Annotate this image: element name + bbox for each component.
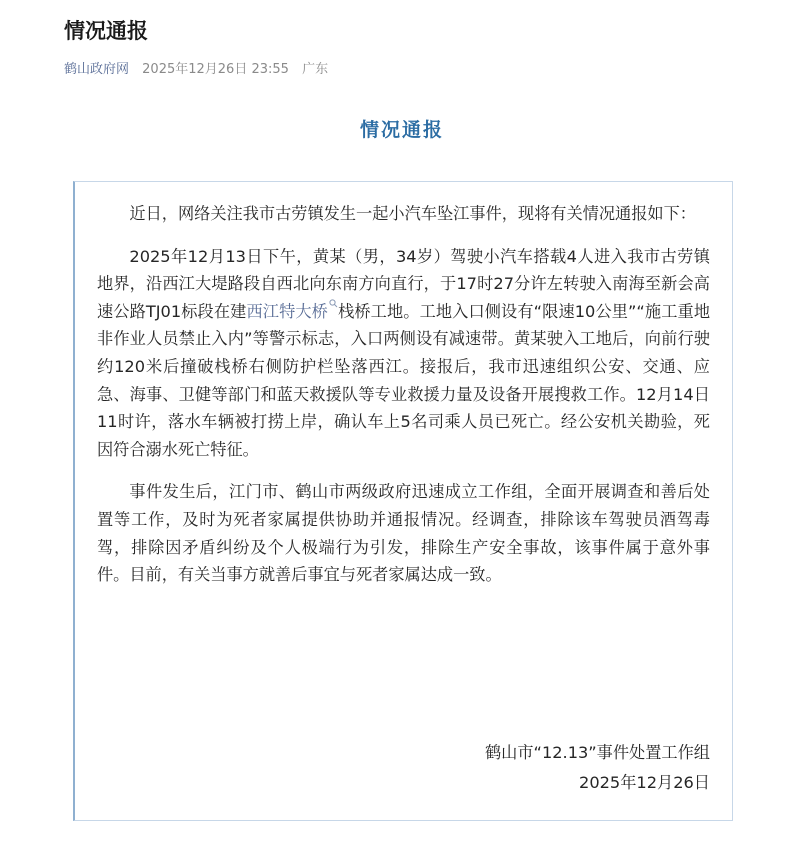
- bridge-search-link[interactable]: [246, 302, 338, 321]
- publish-location: 广东: [302, 62, 329, 77]
- paragraph-incident-part1: 2025年12月13日下午，黄某（男，34岁）驾驶小汽车搭载4人进入我市古劳镇地界，沿西江大堤路段自西北向东南方向直行，于17时27分许左转驶入南海至新会高速公路TJ01标段在建: [97, 246, 710, 321]
- search-icon[interactable]: [328, 298, 338, 312]
- page-title: 情况通报: [64, 19, 148, 43]
- source-account-link[interactable]: 鹤山政府网: [64, 62, 130, 77]
- paragraph-followup: 事件发生后，江门市、鹤山市两级政府迅速成立工作组，全面开展调查和善后处置等工作，及时为死者家属提供协助并通报情况。经调查，排除该车驾驶员酒驾毒驾，排除因矛盾纠纷及个人极端行为引发，排除生产安全事故，该事件属于意外事件。目前，有关当事方就善后事宜与死者家属达成一致。: [97, 482, 710, 585]
- bulletin-box: [73, 181, 733, 821]
- bulletin-heading: 情况通报: [359, 119, 444, 141]
- bridge-search-link-text[interactable]: 西江特大桥: [246, 301, 328, 321]
- signature-date: 2025年12月26日: [579, 773, 710, 792]
- signature-org: 鹤山市“12.13”事件处置工作组: [485, 743, 710, 762]
- signature-block: [485, 738, 710, 798]
- paragraph-intro: 近日，网络关注我市古劳镇发生一起小汽车坠江事件，现将有关情况通报如下：: [129, 204, 696, 223]
- article-meta: [64, 60, 337, 80]
- publish-datetime: 2025年12月26日 23:55: [142, 62, 289, 77]
- paragraph-incident: [97, 243, 710, 464]
- paragraph-incident-part2: 栈桥工地。工地入口侧设有“限速10公里”“施工重地非作业人员禁止入内”等警示标志，入口两侧设有减速带。黄某驶入工地后，向前行驶约120米后撞破栈桥右侧防护栏坠落西江。接报后，我市迅速组织公安、交通、应急、海事、卫健等部门和蓝天救援队等专业救援力量及设备开展搜救工作。12月14日11时许，落水车辆被打捞上岸，确认车上5名司乘人员已死亡。经公安机关勘验，死因符合溺水死亡特征。: [97, 301, 711, 459]
